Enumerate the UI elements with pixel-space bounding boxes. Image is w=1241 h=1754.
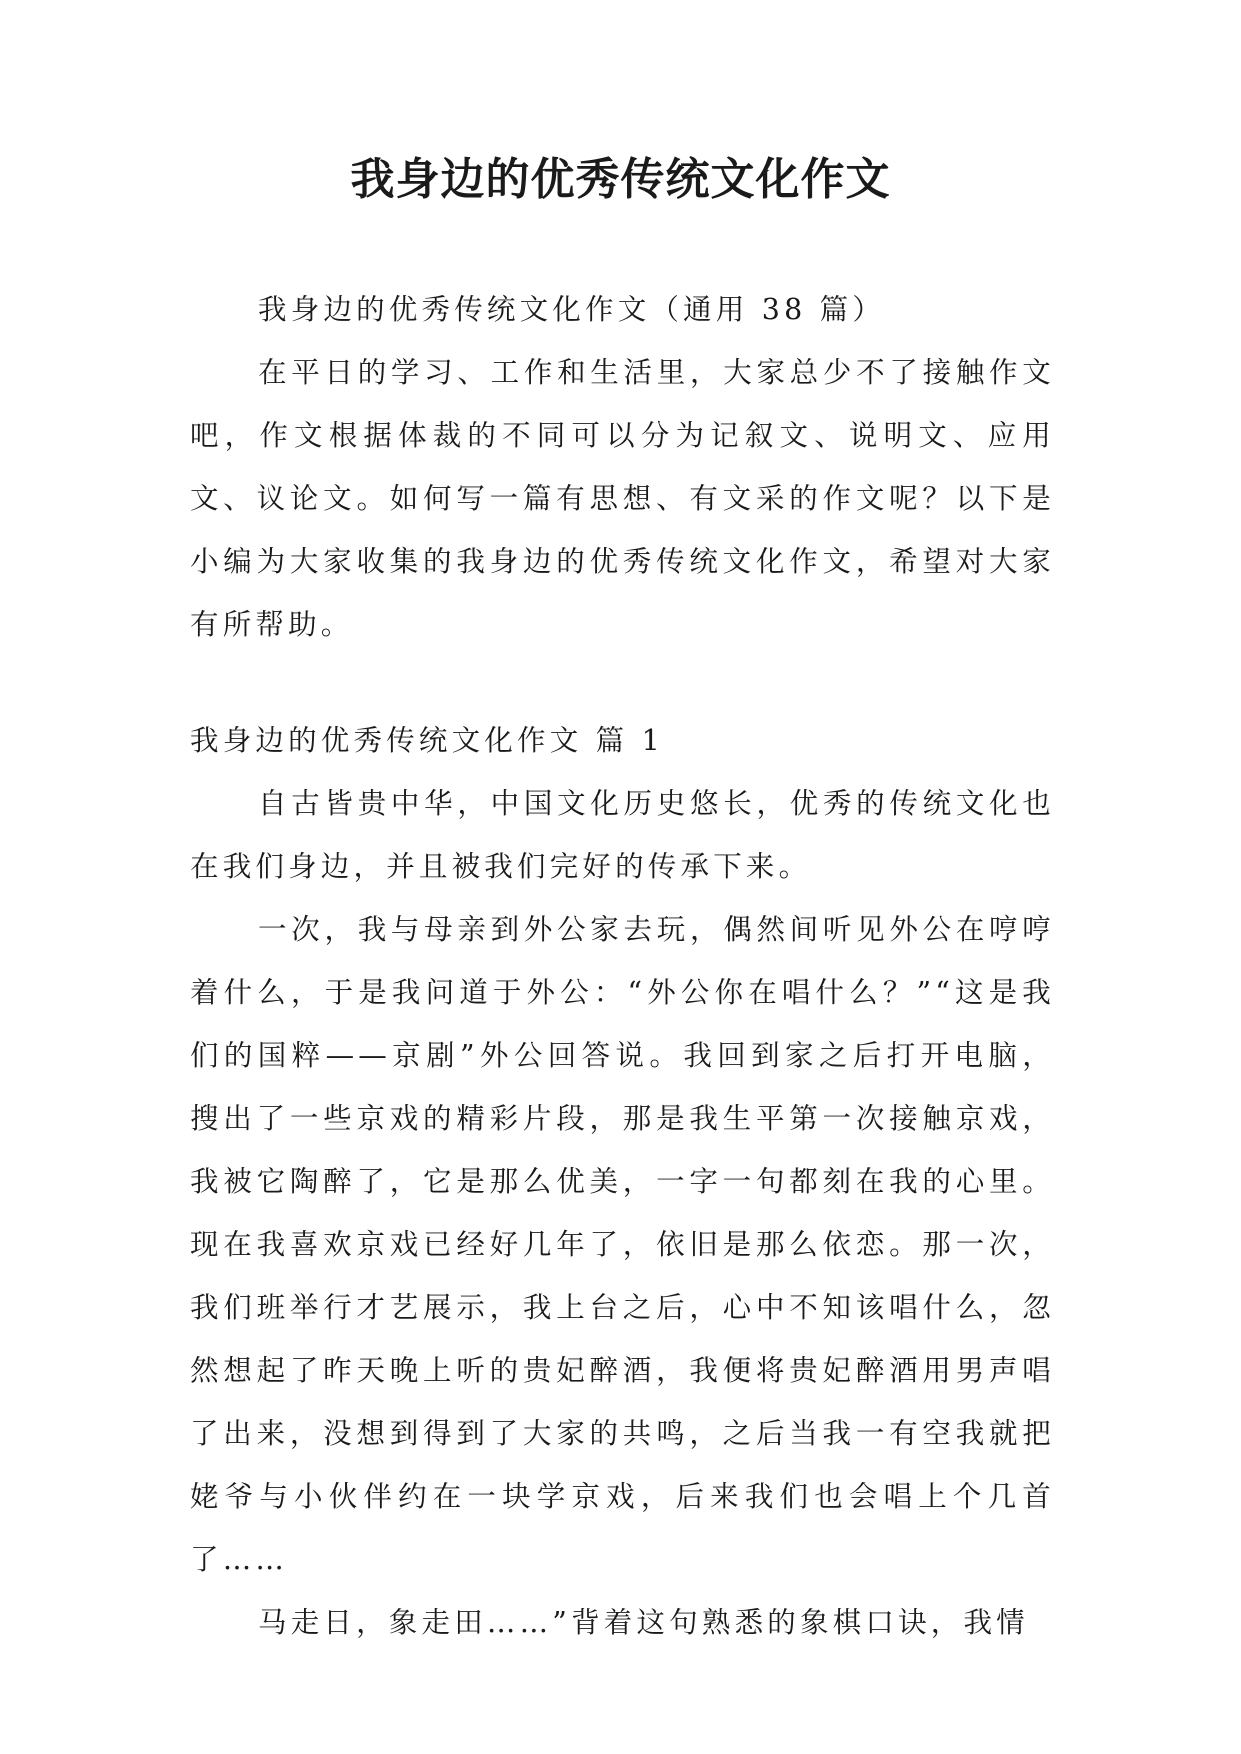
body-paragraph-2: 一次，我与母亲到外公家去玩，偶然间听见外公在哼哼着什么，于是我问道于外公：“外公你在唱什么？”“这是我们的国粹——京剧”外公回答说。我回到家之后打开电脑，搜出了一些京戏的精彩片段，那是我生平第一次接触京戏，我被它陶醉了，它是那么优美，一字一句都刻在我的心里。现在我喜欢京戏已经好几年了，依旧是那么依恋。那一次，我们班举行才艺展示，我上台之后，心中不知该唱什么，忽然想起了昨天晚上听的贵妃醉酒，我便将贵妃醉酒用男声唱了出来，没想到得到了大家的共鸣，之后当我一有空我就把姥爷与小伙伴约在一块学京戏，后来我们也会唱上个几首了……: [190, 913, 1055, 1576]
body-paragraph-3: 马走日，象走田……”背着这句熟悉的象棋口诀，我情: [258, 1606, 1029, 1639]
section-heading: 我身边的优秀传统文化作文 篇 1: [190, 724, 664, 757]
document-body: [190, 278, 1055, 1654]
body-paragraph-1: 自古皆贵中华，中国文化历史悠长，优秀的传统文化也在我们身边，并且被我们完好的传承下来。: [190, 787, 1055, 883]
section-spacer: [190, 656, 1055, 709]
document-subtitle: 我身边的优秀传统文化作文（通用 38 篇）: [258, 293, 886, 326]
document-title: 我身边的优秀传统文化作文: [350, 154, 891, 205]
intro-paragraph: 在平日的学习、工作和生活里，大家总少不了接触作文吧，作文根据体裁的不同可以分为记叙文、说明文、应用文、议论文。如何写一篇有思想、有文采的作文呢？以下是小编为大家收集的我身边的优秀传统文化作文，希望对大家有所帮助。: [190, 356, 1055, 641]
